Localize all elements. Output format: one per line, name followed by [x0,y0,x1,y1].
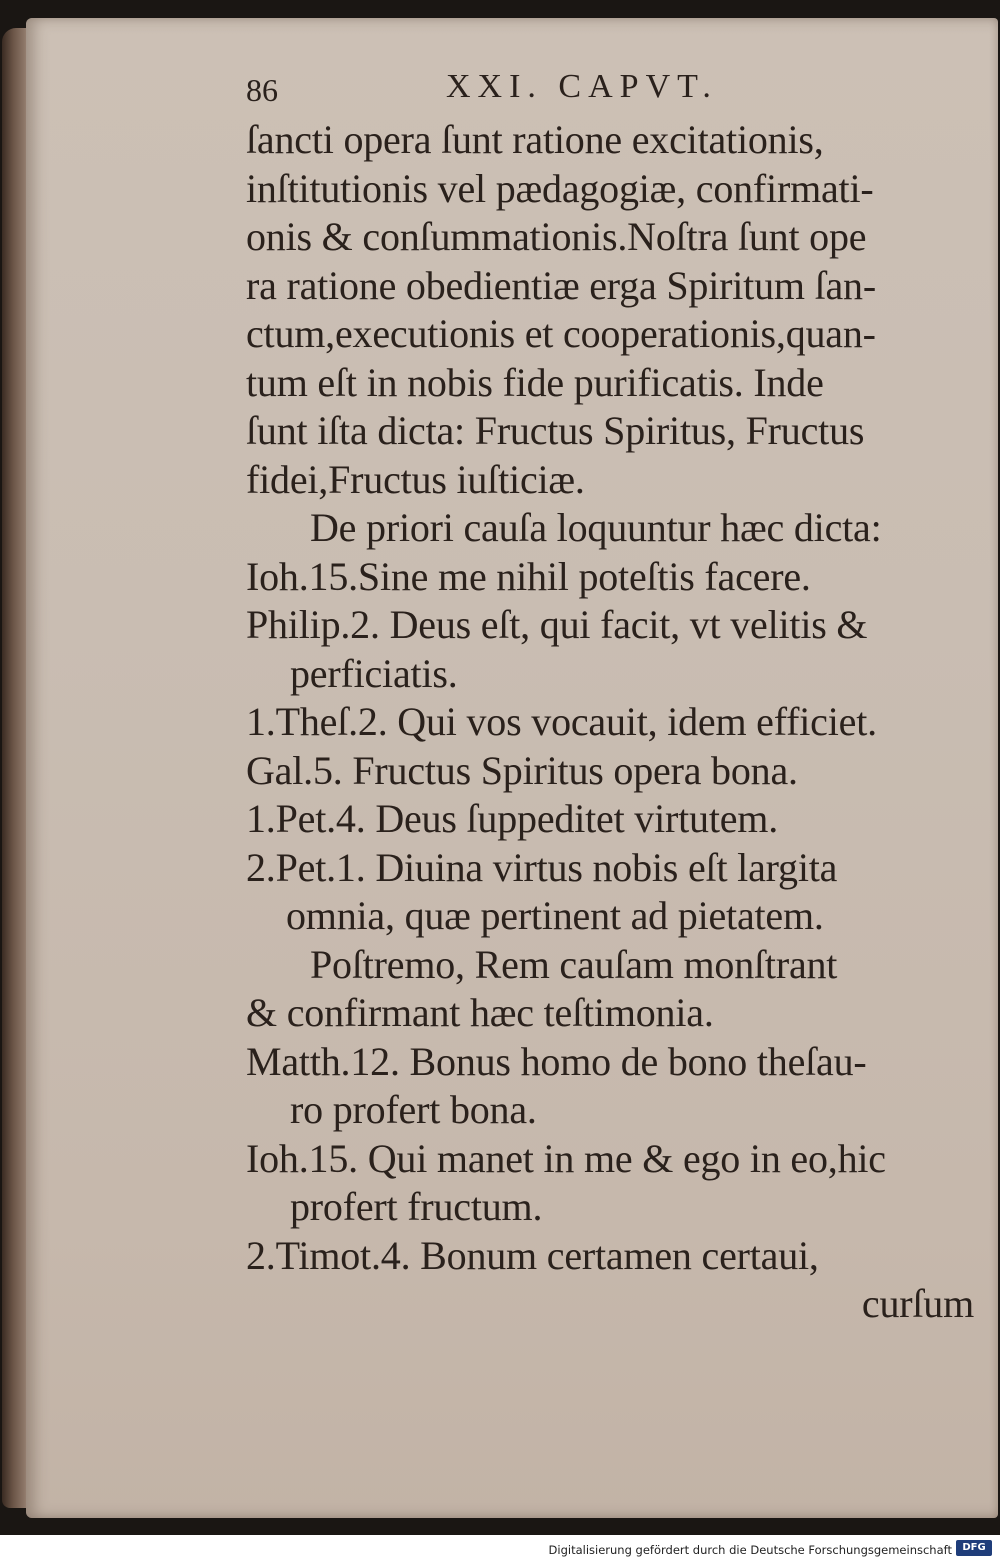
footer-credit: Digitalisierung gefördert durch die Deutsche Forschungsgemeinschaft [548,1543,952,1557]
citation-continuation: omnia, quæ pertinent ad pietatem. [286,893,824,938]
citation-line: 1.Pet.4. Deus ſuppeditet virtutem. [246,796,779,841]
text-line: ctum,executionis et cooperationis,quan- [246,311,876,356]
text-line: fidei,Fructus iuſticiæ. [246,456,585,502]
citation-line: 1.Theſ.2. Qui vos vocauit, idem efficiet. [246,699,877,744]
text-line: ſancti opera ſunt ratione excitationis, [246,117,824,162]
citation-line: Philip.2. Deus eſt, qui facit, vt velitis & [246,602,868,647]
page-header [246,66,974,116]
catchword: curſum [861,1281,974,1326]
text-line: ra ratione obedientiæ erga Spiritum ſan- [246,262,876,308]
dfg-logo: DFG [956,1540,992,1556]
citation-continuation: profert fructum. [290,1184,543,1229]
page-number: 86 [246,72,278,108]
citation-line: Gal.5. Fructus Spiritus opera bona. [246,747,798,793]
text-line: onis & conſummationis.Noſtra ſunt ope [246,214,867,259]
paragraph-start-line: Poſtremo, Rem cauſam monſtrant [310,941,838,987]
running-head: XXI. CAPVT. [446,68,718,105]
citation-line: Matth.12. Bonus homo de bono theſau- [246,1038,867,1084]
text-line: & confirmant hæc teſtimonia. [246,990,714,1035]
digitization-footer [0,1535,1000,1563]
citation-line: Ioh.15.Sine me nihil poteſtis facere. [246,553,811,599]
paragraph-start-line: De priori cauſa loquuntur hæc dicta: [310,505,882,550]
book-page [26,18,998,1518]
citation-line: 2.Timot.4. Bonum certamen certaui, [246,1232,819,1278]
page-text [246,66,974,1329]
citation-line: 2.Pet.1. Diuina virtus nobis eſt largita [246,844,838,890]
text-line: inſtitutionis vel pædagogiæ, confirmati- [246,165,874,211]
citation-continuation: perficiatis. [290,650,458,696]
text-line: ſunt iſta dicta: Fructus Spiritus, Fructus [246,408,865,453]
text-line: tum eſt in nobis fide purificatis. Inde [246,359,824,405]
citation-continuation: ro profert bona. [290,1087,537,1132]
citation-line: Ioh.15. Qui manet in me & ego in eo,hic [246,1135,886,1181]
